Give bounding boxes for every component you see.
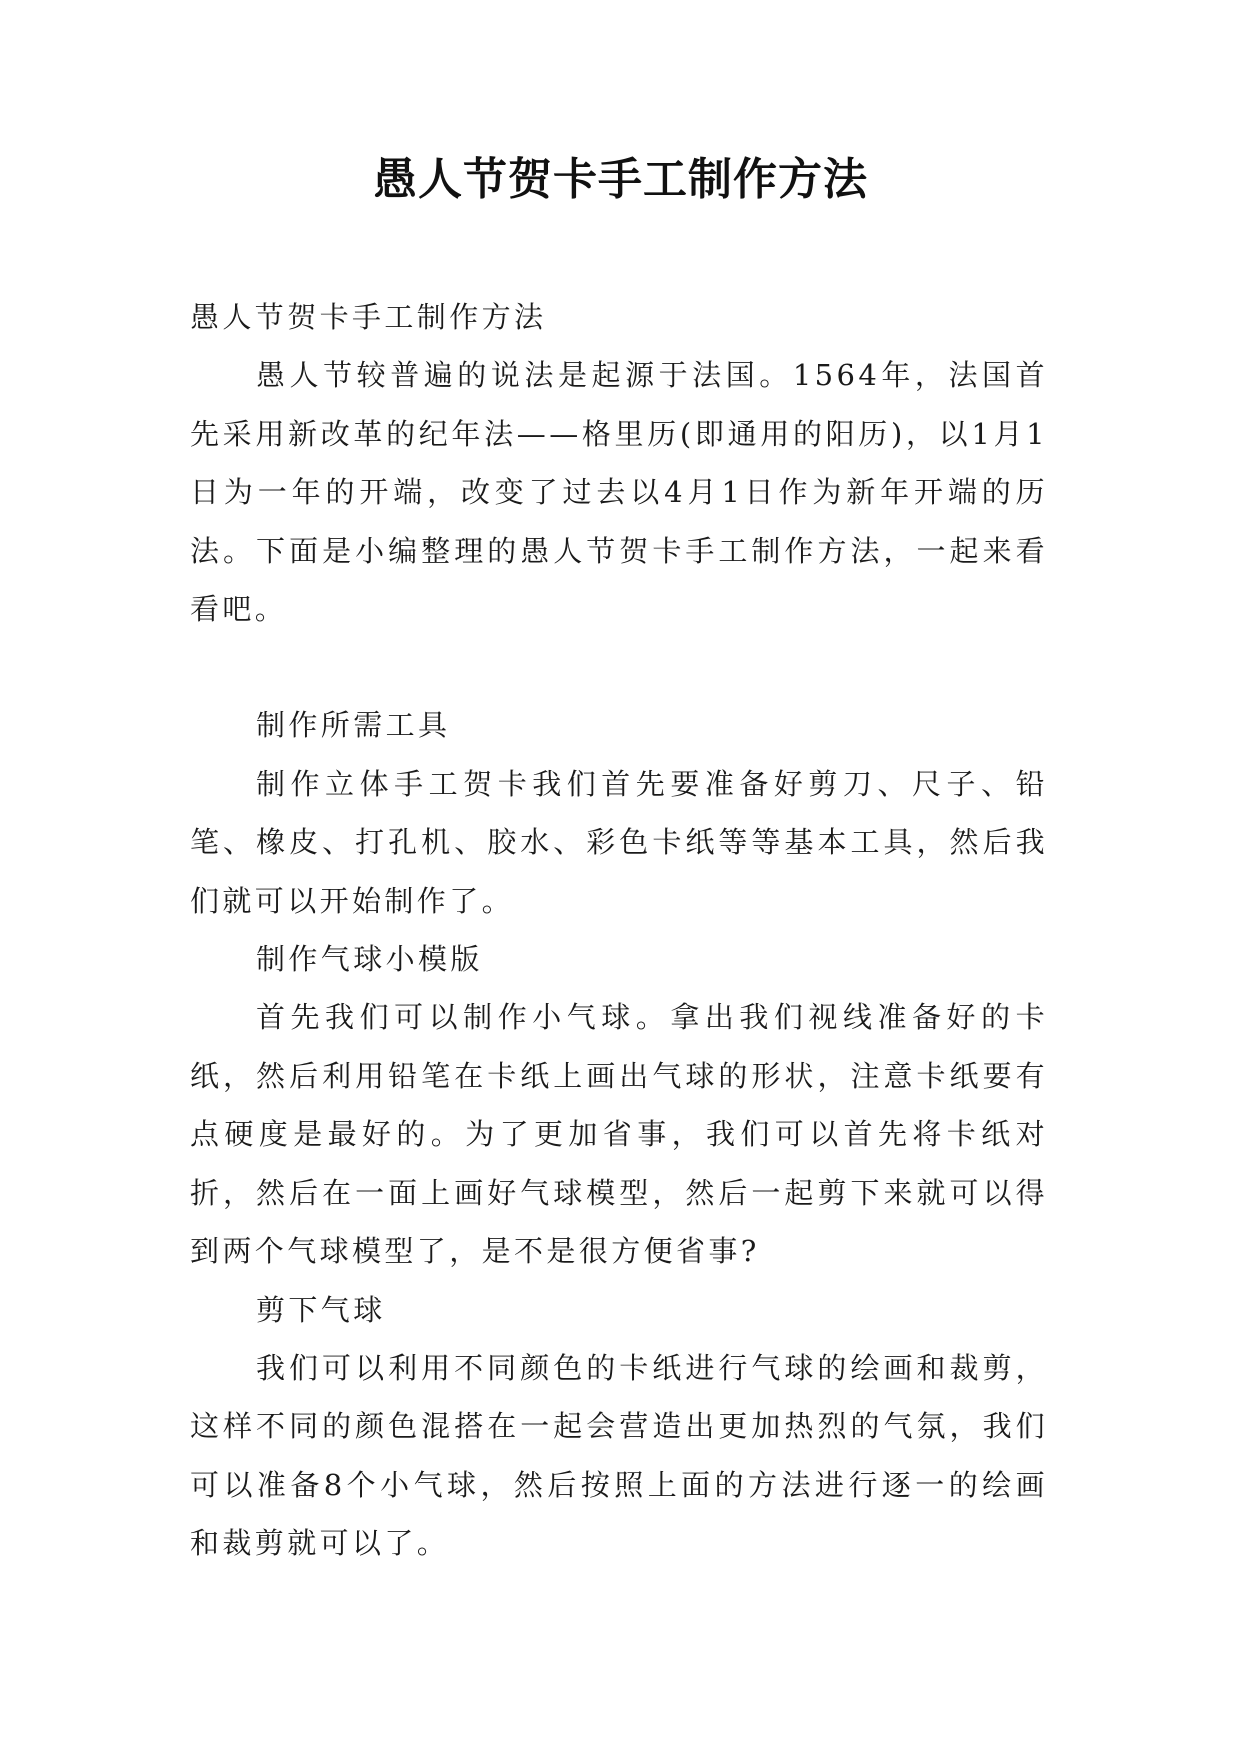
document-body: [190, 288, 1048, 1573]
section-heading-balloon-template: 制作气球小模版: [256, 942, 483, 977]
document-subtitle: 愚人节贺卡手工制作方法: [190, 300, 547, 334]
section-text-balloon-template: 首先我们可以制作小气球。拿出我们视线准备好的卡纸，然后利用铅笔在卡纸上画出气球的形状，注意卡纸要有点硬度是最好的。为了更加省事，我们可以首先将卡纸对折，然后在一面上画好气球模型，然后一起剪下来就可以得到两个气球模型了，是不是很方便省事?: [190, 1000, 1048, 1269]
section-text-tools: 制作立体手工贺卡我们首先要准备好剪刀、尺子、铅笔、橡皮、打孔机、胶水、彩色卡纸等等基本工具，然后我们就可以开始制作了。: [190, 766, 1048, 918]
paragraph-gap: [190, 638, 1048, 696]
document-title: 愚人节贺卡手工制作方法: [373, 154, 868, 205]
section-heading-tools: 制作所需工具: [256, 708, 451, 743]
section-text-cut-balloons: 我们可以利用不同颜色的卡纸进行气球的绘画和裁剪，这样不同的颜色混搭在一起会营造出更加热烈的气氛，我们可以准备8个小气球，然后按照上面的方法进行逐一的绘画和裁剪就可以了。: [190, 1350, 1048, 1561]
section-heading-cut-balloons: 剪下气球: [256, 1292, 386, 1327]
intro-paragraph: 愚人节较普遍的说法是起源于法国。1564年，法国首先采用新改革的纪年法——格里历(即通用的阳历)，以1月1日为一年的开端，改变了过去以4月1日作为新年开端的历法。下面是小编整理的愚人节贺卡手工制作方法，一起来看看吧。: [190, 358, 1048, 627]
